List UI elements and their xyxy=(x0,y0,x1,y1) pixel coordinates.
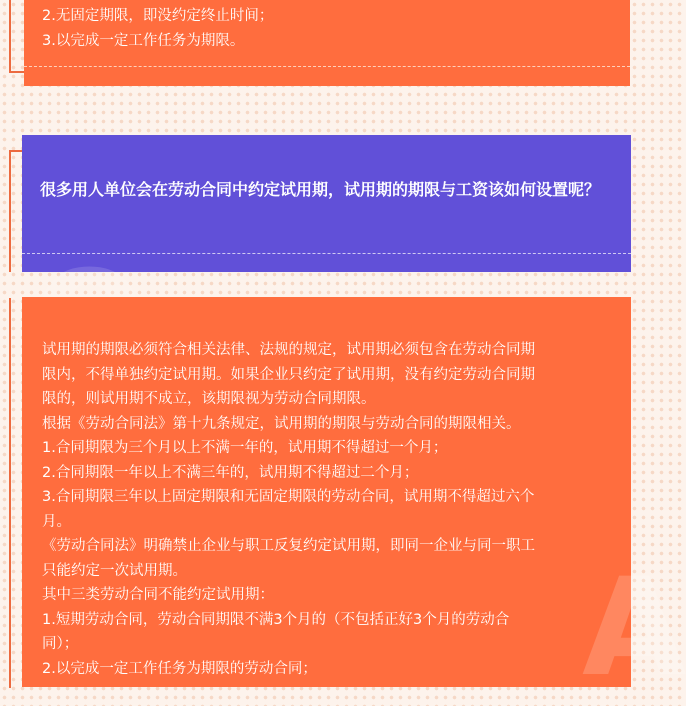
answer-line: 限的，则试用期不成立，该期限视为劳动合同期限。 xyxy=(42,391,376,407)
dashed-divider xyxy=(22,253,631,254)
question-card xyxy=(22,135,631,272)
answer-line: 其中三类劳动合同不能约定试用期： xyxy=(42,587,274,603)
answer-line: 2.合同期限一年以上不满三年的，试用期不得超过二个月； xyxy=(42,464,419,481)
answer-line: 3.合同期限三年以上固定期限和无固定期限的劳动合同，试用期不得超过六个 xyxy=(42,489,535,505)
previous-answer-card xyxy=(24,0,630,86)
answer-line: 2.以完成一定工作任务为期限的劳动合同； xyxy=(42,660,317,677)
answer-line: 试用期的期限必须符合相关法律、法规的规定，试用期必须包含在劳动合同期 xyxy=(42,342,535,358)
answer-line: 限内，不得单独约定试用期。如果企业只约定了试用期，没有约定劳动合同期 xyxy=(42,366,535,383)
answer-line: 同）； xyxy=(42,636,79,652)
answer-line: 2.无固定期限，即没约定终止时间； xyxy=(42,8,274,24)
answer-line: 1.合同期限为三个月以上不满一年的，试用期不得超过一个月； xyxy=(42,440,448,456)
answer-body xyxy=(42,338,613,681)
answer-line: 3.以完成一定工作任务为期限。 xyxy=(42,32,245,49)
answer-line: 《劳动合同法》明确禁止企业与职工反复约定试用期，即同一企业与同一职工 xyxy=(42,538,535,554)
answer-card xyxy=(22,297,686,706)
answer-line: 根据《劳动合同法》第十九条规定，试用期的期限与劳动合同的期限相关。 xyxy=(42,415,521,432)
answer-line: 1.短期劳动合同，劳动合同期限不满3个月的（不包括正好3个月的劳动合 xyxy=(42,611,510,628)
answer-line: 只能约定一次试用期。 xyxy=(42,562,187,579)
answer-line: 月。 xyxy=(42,513,71,530)
dashed-divider xyxy=(24,66,630,67)
a-watermark: A xyxy=(582,549,686,706)
question-text: 很多用人单位会在劳动合同中约定试用期，试用期的期限与工资该如何设置呢？ xyxy=(40,180,601,199)
